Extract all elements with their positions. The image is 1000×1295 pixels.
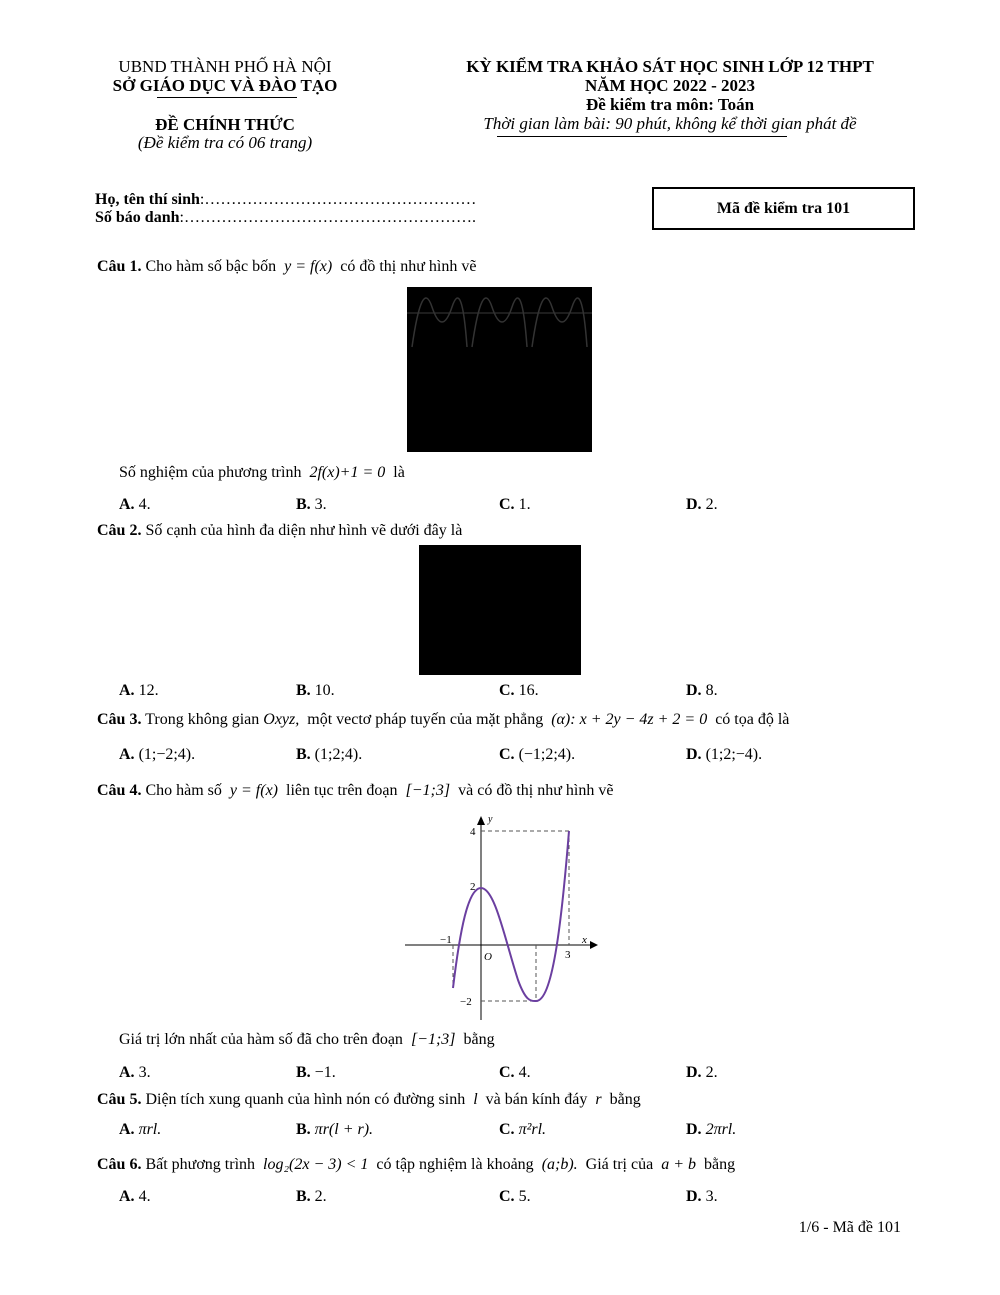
agency-name: SỞ GIÁO DỤC VÀ ĐÀO TẠO [112,76,338,95]
q1-option-d: D. 2. [686,496,718,513]
q5-option-d: D. 2πrl. [686,1121,737,1138]
q5-option-c: C. π²rl. [499,1121,547,1138]
q6-option-b: B. 2. [296,1188,327,1205]
question-1: Câu 1. Cho hàm số bậc bốn y = f(x) có đồ thị như hình vẽ [97,258,477,275]
question-2: Câu 2. Số cạnh của hình đa diện như hình vẽ dưới đây là [97,522,463,539]
department-name: UBND THÀNH PHỐ HÀ NỘI [118,57,332,76]
official-label: ĐỀ CHÍNH THỨC [155,115,295,134]
q4-option-b: B. −1. [296,1064,336,1081]
q6-option-a: A. 4. [119,1188,151,1205]
q3-option-a: A. (1;−2;4). [119,746,196,763]
function-curve [453,831,569,1001]
q4-option-d: D. 2. [686,1064,718,1081]
page-footer: 1/6 - Mã đề 101 [798,1219,901,1236]
q3-option-c: C. (−1;2;4). [499,746,576,763]
q2-option-a: A. 12. [119,682,159,699]
x-axis-label: x [582,934,587,946]
tick-label-3: 3 [565,949,571,961]
q1-option-a: A. 4. [119,496,151,513]
question-1-sub: Số nghiệm của phương trình 2f(x)+1 = 0 là [119,464,405,481]
q1-option-c: C. 1. [499,496,531,513]
q2-option-c: C. 16. [499,682,539,699]
y-axis-label: y [488,814,493,825]
q6-option-c: C. 5. [499,1188,531,1205]
q4-option-c: C. 4. [499,1064,531,1081]
y-axis-arrow [477,816,485,825]
q4-option-a: A. 3. [119,1064,151,1081]
header-right-rule [497,136,787,137]
question-4: Câu 4. Cho hàm số y = f(x) liên tục trên đoạn [−1;3] và có đồ thị như hình vẽ [97,782,614,799]
pages-note: (Đề kiểm tra có 06 trang) [137,133,313,152]
candidate-name-line: Họ, tên thí sinh:…………………………………………… [95,191,477,208]
q1-option-b: B. 3. [296,496,327,513]
question-4-sub: Giá trị lớn nhất của hàm số đã cho trên đoạn [−1;3] bằng [119,1031,495,1048]
q6-option-d: D. 3. [686,1188,718,1205]
tick-label-minus2: −2 [460,996,472,1008]
quartic-graph-image [407,287,592,452]
q5-option-a: A. πrl. [119,1121,162,1138]
x-axis-arrow [590,941,598,949]
q5-option-b: B. πr(l + r). [296,1121,374,1138]
question-5: Câu 5. Diện tích xung quanh của hình nón có đường sinh l và bán kính đáy r bằng [97,1091,641,1108]
time-limit: Thời gian làm bài: 90 phút, không kể thời gian phát đề [483,114,857,133]
q4-function-graph [400,810,600,1025]
tick-label-minus1: −1 [440,934,452,946]
subject: Đề kiểm tra môn: Toán [585,95,755,114]
candidate-id-line: Số báo danh:………………………………………………. [95,209,476,226]
exam-title: KỲ KIỂM TRA KHẢO SÁT HỌC SINH LỚP 12 THPT [466,57,874,76]
q2-option-d: D. 8. [686,682,718,699]
school-year: NĂM HỌC 2022 - 2023 [585,76,755,95]
tick-label-2: 2 [470,881,476,893]
q3-option-d: D. (1;2;−4). [686,746,763,763]
q2-option-b: B. 10. [296,682,335,699]
exam-code-box: Mã đề kiểm tra 101 [652,187,915,230]
quartic-graph-ghost [407,287,592,452]
polyhedron-image [419,545,581,675]
tick-label-4: 4 [470,826,476,838]
q3-option-b: B. (1;2;4). [296,746,363,763]
origin-label: O [484,951,492,963]
question-3: Câu 3. Trong không gian Oxyz, một vectơ pháp tuyến của mặt phẳng (α): x + 2y − 4z + 2 = 0 có tọa độ là [97,711,790,728]
question-6: Câu 6. Bất phương trình log₂(2x − 3) < 1 có tập nghiệm là khoảng (a;b). Giá trị của a + b bằng [97,1156,736,1173]
header-left-rule [157,97,297,98]
